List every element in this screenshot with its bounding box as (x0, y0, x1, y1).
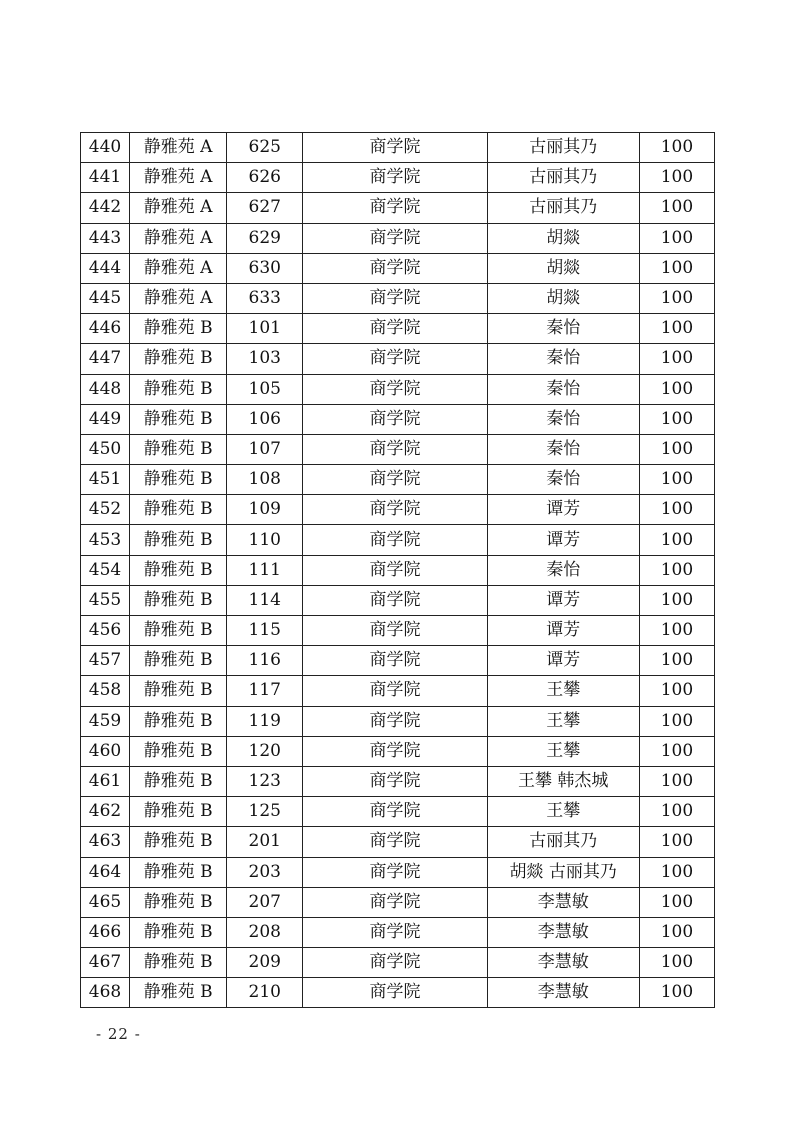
cell-building: 静雅苑 B (130, 857, 227, 887)
cell-score: 100 (639, 555, 714, 585)
cell-index: 450 (81, 434, 130, 464)
cell-room: 111 (227, 555, 303, 585)
cell-room: 115 (227, 616, 303, 646)
cell-room: 107 (227, 434, 303, 464)
cell-building: 静雅苑 B (130, 525, 227, 555)
table-row (81, 978, 715, 1008)
cell-score: 100 (639, 404, 714, 434)
cell-building: 静雅苑 A (130, 283, 227, 313)
cell-building: 静雅苑 B (130, 616, 227, 646)
cell-score: 100 (639, 434, 714, 464)
cell-index: 468 (81, 978, 130, 1008)
cell-score: 100 (639, 374, 714, 404)
cell-inspector: 王攀 韩杰城 (487, 766, 639, 796)
cell-inspector: 秦怡 (487, 555, 639, 585)
dormitory-score-table (80, 132, 715, 1008)
cell-building: 静雅苑 B (130, 917, 227, 947)
cell-index: 449 (81, 404, 130, 434)
cell-college: 商学院 (303, 948, 487, 978)
cell-room: 210 (227, 978, 303, 1008)
cell-room: 627 (227, 193, 303, 223)
cell-room: 207 (227, 887, 303, 917)
cell-building: 静雅苑 A (130, 193, 227, 223)
cell-score: 100 (639, 465, 714, 495)
cell-inspector: 胡燚 (487, 283, 639, 313)
cell-score: 100 (639, 193, 714, 223)
table-row (81, 616, 715, 646)
cell-score: 100 (639, 314, 714, 344)
cell-score: 100 (639, 978, 714, 1008)
cell-building: 静雅苑 B (130, 948, 227, 978)
table-row (81, 585, 715, 615)
cell-index: 460 (81, 736, 130, 766)
cell-inspector: 秦怡 (487, 465, 639, 495)
cell-room: 201 (227, 827, 303, 857)
cell-building: 静雅苑 B (130, 797, 227, 827)
table-row (81, 646, 715, 676)
cell-room: 625 (227, 133, 303, 163)
cell-inspector: 秦怡 (487, 314, 639, 344)
cell-index: 453 (81, 525, 130, 555)
cell-college: 商学院 (303, 736, 487, 766)
cell-college: 商学院 (303, 253, 487, 283)
cell-building: 静雅苑 B (130, 555, 227, 585)
cell-index: 452 (81, 495, 130, 525)
table-row (81, 797, 715, 827)
cell-college: 商学院 (303, 917, 487, 947)
cell-inspector: 古丽其乃 (487, 827, 639, 857)
cell-score: 100 (639, 857, 714, 887)
cell-college: 商学院 (303, 676, 487, 706)
cell-score: 100 (639, 525, 714, 555)
cell-index: 451 (81, 465, 130, 495)
cell-college: 商学院 (303, 766, 487, 796)
cell-college: 商学院 (303, 555, 487, 585)
cell-inspector: 谭芳 (487, 495, 639, 525)
cell-inspector: 古丽其乃 (487, 193, 639, 223)
cell-index: 461 (81, 766, 130, 796)
cell-score: 100 (639, 344, 714, 374)
cell-college: 商学院 (303, 857, 487, 887)
cell-room: 106 (227, 404, 303, 434)
cell-index: 465 (81, 887, 130, 917)
cell-room: 109 (227, 495, 303, 525)
cell-room: 110 (227, 525, 303, 555)
table-row (81, 314, 715, 344)
cell-score: 100 (639, 706, 714, 736)
cell-index: 458 (81, 676, 130, 706)
cell-score: 100 (639, 646, 714, 676)
cell-building: 静雅苑 B (130, 404, 227, 434)
table-row (81, 555, 715, 585)
table-row (81, 253, 715, 283)
cell-score: 100 (639, 616, 714, 646)
cell-room: 105 (227, 374, 303, 404)
cell-room: 208 (227, 917, 303, 947)
table-row (81, 736, 715, 766)
cell-building: 静雅苑 B (130, 676, 227, 706)
cell-building: 静雅苑 B (130, 434, 227, 464)
cell-inspector: 胡燚 古丽其乃 (487, 857, 639, 887)
cell-college: 商学院 (303, 344, 487, 374)
cell-index: 446 (81, 314, 130, 344)
cell-inspector: 李慧敏 (487, 978, 639, 1008)
cell-college: 商学院 (303, 465, 487, 495)
table-row (81, 404, 715, 434)
cell-inspector: 王攀 (487, 736, 639, 766)
cell-score: 100 (639, 283, 714, 313)
table-row (81, 827, 715, 857)
cell-building: 静雅苑 B (130, 585, 227, 615)
cell-college: 商学院 (303, 495, 487, 525)
cell-college: 商学院 (303, 646, 487, 676)
cell-building: 静雅苑 B (130, 314, 227, 344)
cell-building: 静雅苑 A (130, 253, 227, 283)
cell-room: 203 (227, 857, 303, 887)
cell-college: 商学院 (303, 404, 487, 434)
table-row (81, 706, 715, 736)
table-row (81, 948, 715, 978)
cell-room: 629 (227, 223, 303, 253)
cell-inspector: 秦怡 (487, 434, 639, 464)
table-row (81, 887, 715, 917)
cell-score: 100 (639, 676, 714, 706)
cell-room: 101 (227, 314, 303, 344)
cell-score: 100 (639, 133, 714, 163)
cell-index: 463 (81, 827, 130, 857)
table-row (81, 223, 715, 253)
cell-college: 商学院 (303, 163, 487, 193)
cell-building: 静雅苑 A (130, 163, 227, 193)
cell-building: 静雅苑 A (130, 223, 227, 253)
table-row (81, 917, 715, 947)
cell-room: 209 (227, 948, 303, 978)
cell-inspector: 王攀 (487, 706, 639, 736)
cell-score: 100 (639, 223, 714, 253)
cell-college: 商学院 (303, 374, 487, 404)
cell-index: 456 (81, 616, 130, 646)
cell-college: 商学院 (303, 706, 487, 736)
cell-score: 100 (639, 766, 714, 796)
cell-inspector: 王攀 (487, 676, 639, 706)
cell-room: 103 (227, 344, 303, 374)
cell-building: 静雅苑 B (130, 887, 227, 917)
cell-index: 441 (81, 163, 130, 193)
cell-inspector: 胡燚 (487, 223, 639, 253)
cell-inspector: 谭芳 (487, 646, 639, 676)
cell-index: 466 (81, 917, 130, 947)
cell-room: 630 (227, 253, 303, 283)
cell-college: 商学院 (303, 283, 487, 313)
cell-room: 119 (227, 706, 303, 736)
cell-inspector: 谭芳 (487, 585, 639, 615)
cell-college: 商学院 (303, 133, 487, 163)
cell-college: 商学院 (303, 616, 487, 646)
cell-college: 商学院 (303, 223, 487, 253)
cell-inspector: 古丽其乃 (487, 163, 639, 193)
cell-inspector: 古丽其乃 (487, 133, 639, 163)
cell-college: 商学院 (303, 827, 487, 857)
cell-score: 100 (639, 948, 714, 978)
cell-score: 100 (639, 253, 714, 283)
cell-college: 商学院 (303, 525, 487, 555)
table-row (81, 374, 715, 404)
table-row (81, 465, 715, 495)
cell-score: 100 (639, 887, 714, 917)
table-row (81, 495, 715, 525)
cell-index: 447 (81, 344, 130, 374)
cell-college: 商学院 (303, 797, 487, 827)
table-body (81, 133, 715, 1008)
cell-inspector: 谭芳 (487, 616, 639, 646)
cell-inspector: 秦怡 (487, 374, 639, 404)
cell-room: 120 (227, 736, 303, 766)
cell-college: 商学院 (303, 314, 487, 344)
table-row (81, 133, 715, 163)
cell-room: 114 (227, 585, 303, 615)
cell-room: 117 (227, 676, 303, 706)
table-row (81, 163, 715, 193)
cell-college: 商学院 (303, 585, 487, 615)
table-row (81, 857, 715, 887)
cell-room: 125 (227, 797, 303, 827)
cell-score: 100 (639, 585, 714, 615)
cell-index: 444 (81, 253, 130, 283)
cell-building: 静雅苑 B (130, 465, 227, 495)
table-row (81, 434, 715, 464)
cell-building: 静雅苑 B (130, 374, 227, 404)
cell-college: 商学院 (303, 193, 487, 223)
cell-index: 457 (81, 646, 130, 676)
cell-index: 464 (81, 857, 130, 887)
cell-college: 商学院 (303, 887, 487, 917)
cell-building: 静雅苑 B (130, 706, 227, 736)
cell-building: 静雅苑 A (130, 133, 227, 163)
cell-inspector: 李慧敏 (487, 948, 639, 978)
cell-score: 100 (639, 797, 714, 827)
cell-building: 静雅苑 B (130, 766, 227, 796)
table-row (81, 676, 715, 706)
cell-score: 100 (639, 736, 714, 766)
cell-room: 123 (227, 766, 303, 796)
cell-building: 静雅苑 B (130, 978, 227, 1008)
cell-index: 440 (81, 133, 130, 163)
cell-index: 467 (81, 948, 130, 978)
table-row (81, 283, 715, 313)
cell-room: 108 (227, 465, 303, 495)
cell-index: 459 (81, 706, 130, 736)
cell-index: 448 (81, 374, 130, 404)
cell-college: 商学院 (303, 978, 487, 1008)
table-row (81, 344, 715, 374)
cell-college: 商学院 (303, 434, 487, 464)
table-row (81, 766, 715, 796)
cell-index: 442 (81, 193, 130, 223)
cell-inspector: 王攀 (487, 797, 639, 827)
cell-index: 445 (81, 283, 130, 313)
cell-building: 静雅苑 B (130, 495, 227, 525)
cell-room: 633 (227, 283, 303, 313)
table-row (81, 525, 715, 555)
cell-building: 静雅苑 B (130, 827, 227, 857)
cell-index: 462 (81, 797, 130, 827)
cell-index: 455 (81, 585, 130, 615)
table-row (81, 193, 715, 223)
cell-room: 626 (227, 163, 303, 193)
cell-index: 443 (81, 223, 130, 253)
cell-index: 454 (81, 555, 130, 585)
cell-inspector: 胡燚 (487, 253, 639, 283)
page-number: - 22 - (96, 1025, 141, 1043)
cell-room: 116 (227, 646, 303, 676)
cell-inspector: 李慧敏 (487, 887, 639, 917)
cell-building: 静雅苑 B (130, 736, 227, 766)
cell-inspector: 秦怡 (487, 404, 639, 434)
cell-score: 100 (639, 495, 714, 525)
cell-inspector: 李慧敏 (487, 917, 639, 947)
cell-inspector: 秦怡 (487, 344, 639, 374)
cell-building: 静雅苑 B (130, 646, 227, 676)
cell-inspector: 谭芳 (487, 525, 639, 555)
cell-building: 静雅苑 B (130, 344, 227, 374)
cell-score: 100 (639, 917, 714, 947)
cell-score: 100 (639, 827, 714, 857)
cell-score: 100 (639, 163, 714, 193)
